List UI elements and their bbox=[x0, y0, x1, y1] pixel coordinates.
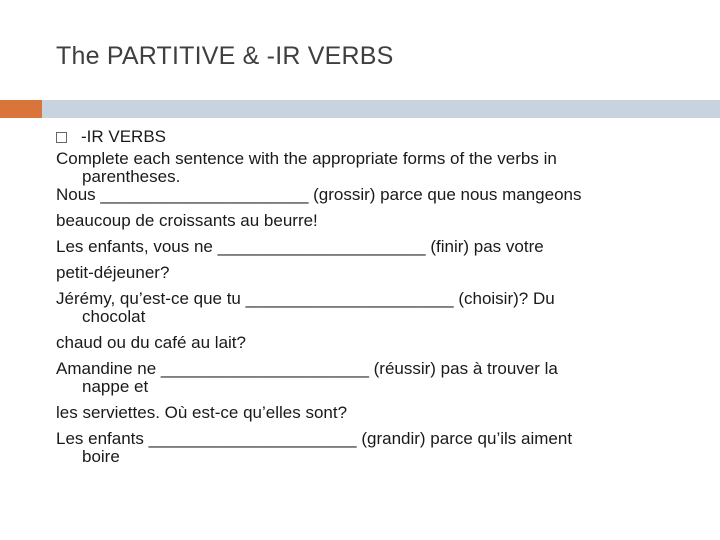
accent-bar bbox=[0, 100, 42, 118]
sentence-5-line-2: boire bbox=[82, 447, 120, 466]
sentence-3-line-3: chaud ou du café au lait? bbox=[56, 333, 246, 352]
sentence-4-line-2: nappe et bbox=[82, 377, 149, 396]
bullet-checkbox-icon bbox=[56, 132, 67, 143]
sentence-1-line-2: beaucoup de croissants au beurre! bbox=[56, 211, 318, 230]
sentence-5-line-1: Les enfants ______________________ (grandir) parce qu’ils aiment bbox=[56, 429, 573, 448]
sentence-3-line-2: chocolat bbox=[82, 307, 146, 326]
slide-title: The PARTITIVE & -IR VERBS bbox=[56, 42, 394, 70]
sentence-4-line-3: les serviettes. Où est-ce qu’elles sont? bbox=[56, 403, 348, 422]
sentence-3-line-1: Jérémy, qu’est-ce que tu ______________________ (choisir)? Du bbox=[56, 289, 555, 308]
section-heading: -IR VERBS bbox=[81, 127, 167, 146]
instruction-line-1: Complete each sentence with the appropriate forms of the verbs in bbox=[56, 149, 557, 168]
title-bar bbox=[42, 100, 720, 118]
section-heading-row bbox=[56, 124, 706, 150]
slide-content bbox=[56, 124, 706, 466]
sentence-4-line-1: Amandine ne ______________________ (réussir) pas à trouver la bbox=[56, 359, 558, 378]
instruction-line-2: parentheses. bbox=[82, 167, 181, 186]
sentence-2-line-1: Les enfants, vous ne ______________________ (finir) pas votre bbox=[56, 237, 544, 256]
sentence-1-line-1: Nous ______________________ (grossir) parce que nous mangeons bbox=[56, 185, 582, 204]
sentence-2-line-2: petit-déjeuner? bbox=[56, 263, 170, 282]
